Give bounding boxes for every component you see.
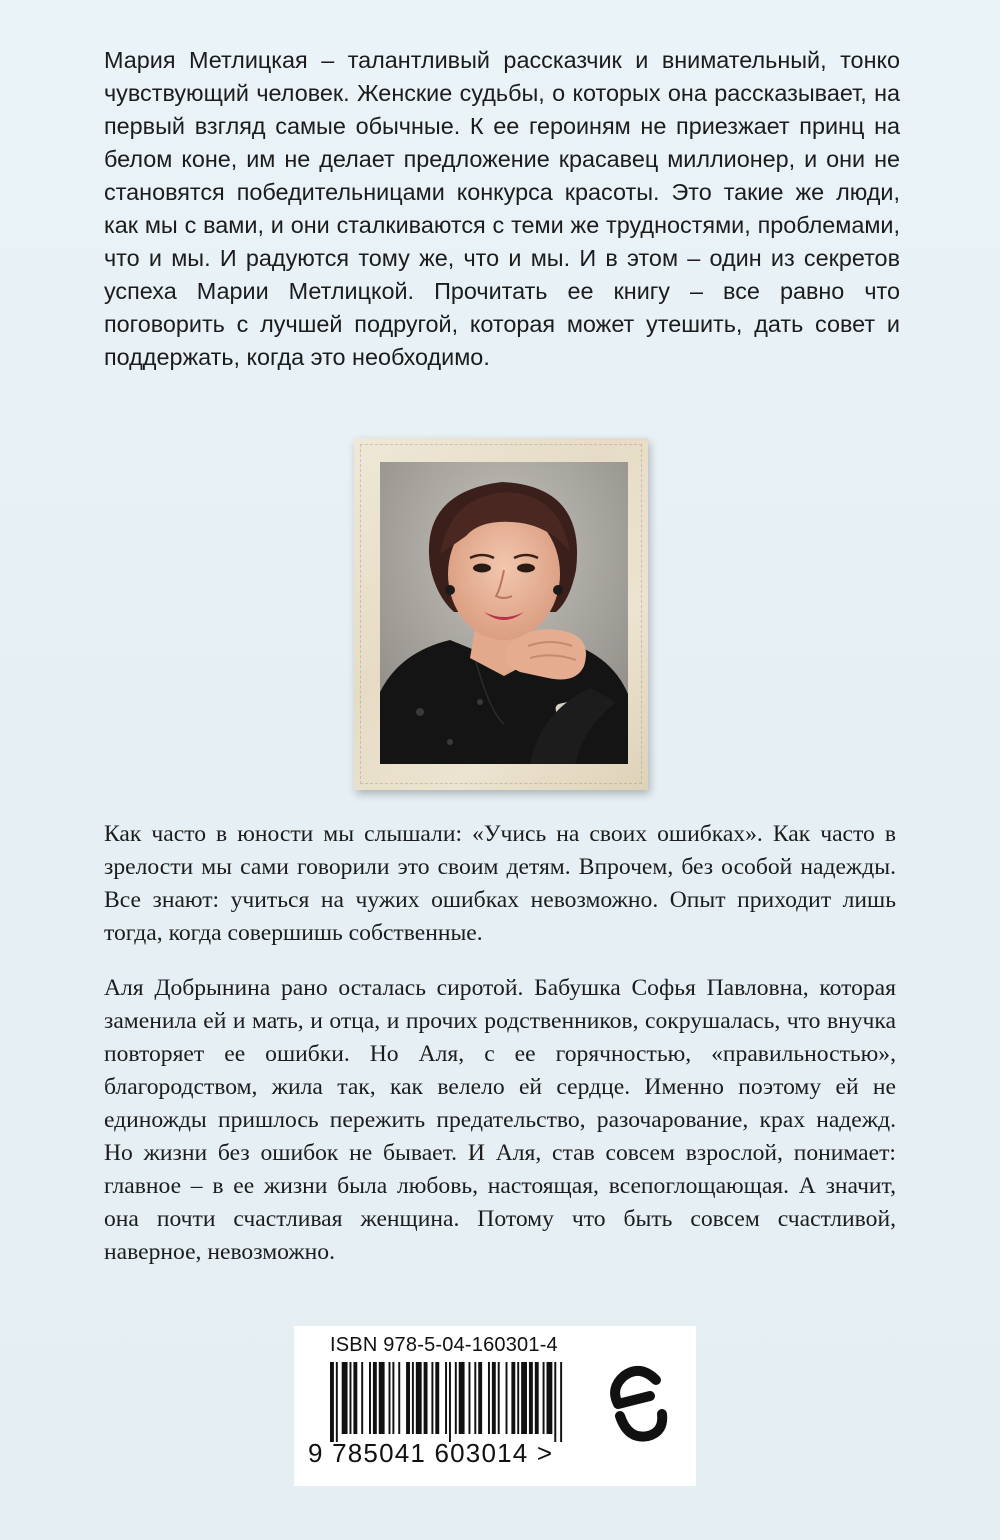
barcode-bar (468, 1362, 470, 1434)
barcode-bar (449, 1362, 451, 1442)
barcode-bar (498, 1362, 500, 1434)
description-paragraph-1: Как часто в юности мы слышали: «Учись на своих ошибках». Как часто в зрелости мы сами говорили это своим детям. Впрочем, без особой надежды. Все знают: учиться на чужих ошибках невозможно. Опыт приходит лишь тогда, когда совершишь собственные. (104, 821, 896, 946)
barcode-bar (543, 1362, 545, 1434)
barcode-bars (330, 1362, 566, 1442)
barcode-block (294, 1326, 696, 1486)
barcode-bar (517, 1362, 519, 1434)
description-paragraph-2: Аля Добрынина рано осталась сиротой. Бабушка Софья Павловна, которая заменила ей и мать, и отца, и прочих родственников, сокрушалась, что внучка повторяет ее ошибки. Но Аля, с ее горячностью, «правильностью», благородством, жила так, как велело ей сердце. Именно поэтому ей не единожды пришлось пережить предательство, разочарование, крах надежд. Но жизни без ошибок не бывает. И Аля, став совсем взрослой, понимает: главное – в ее жизни была любовь, настоящая, всепоглощающая. А значит, она почти счастливая женщина. Потому что быть совсем счастливой, наверное, невозможно. (104, 975, 896, 1265)
barcode-bar (424, 1362, 428, 1434)
barcode-bar (521, 1362, 527, 1434)
barcode-bar (535, 1362, 539, 1434)
barcode-bar (488, 1362, 490, 1434)
barcode-bar (455, 1362, 457, 1434)
barcode-bar (379, 1362, 385, 1434)
barcode-bar (478, 1362, 482, 1434)
barcode-bar (389, 1362, 391, 1434)
barcode-bar (511, 1362, 515, 1434)
barcode-bar (459, 1362, 465, 1434)
author-portrait-illustration (380, 462, 628, 764)
barcode-bar (412, 1362, 414, 1434)
publisher-logo-icon (604, 1350, 674, 1460)
barcode-bar (330, 1362, 334, 1442)
barcode-bar (492, 1362, 496, 1434)
author-photo (380, 462, 628, 764)
barcode-bar (431, 1362, 433, 1434)
barcode-bar (392, 1362, 394, 1434)
author-photo-frame (354, 438, 648, 790)
barcode-bar (554, 1362, 556, 1442)
barcode-bar (342, 1362, 348, 1434)
isbn-label: ISBN 978-5-04-160301-4 (330, 1334, 558, 1356)
barcode-bar (350, 1362, 352, 1434)
barcode-bar (369, 1362, 371, 1434)
barcode-bar (406, 1362, 410, 1434)
barcode-bar (416, 1362, 422, 1434)
barcode-bar (336, 1362, 338, 1442)
barcode-bar (435, 1362, 439, 1434)
barcode-bar (373, 1362, 377, 1434)
barcode-bar (474, 1362, 476, 1434)
author-intro-text: Мария Метлицкая – талантливый рассказчик и внимательный, тонко чувствующий человек. Женские судьбы, о которых она рассказывает, на первый взгляд самые обычные. К ее героиням не приезжает принц на белом коне, им не делает предложение красавец миллионер, и они не становятся победительницами конкурса красоты. Это такие же люди, как мы с вами, и они сталкиваются с теми же трудностями, проблемами, что и мы. И радуются тому же, что и мы. И в этом – один из секретов успеха Марии Метлицкой. Прочитать ее книгу – все равно что поговорить с лучшей подругой, которая может утешить, дать совет и поддержать, когда это необходимо. (104, 47, 900, 370)
barcode-bar (361, 1362, 363, 1434)
barcode-bar (547, 1362, 553, 1434)
barcode-bar (506, 1362, 508, 1434)
barcode-bar (529, 1362, 533, 1434)
barcode-bar (353, 1362, 357, 1434)
barcode-digits: 9 785041 603014 > (308, 1438, 554, 1468)
barcode-bar (398, 1362, 400, 1434)
barcode-bar (445, 1362, 447, 1434)
barcode-bar (560, 1362, 562, 1442)
